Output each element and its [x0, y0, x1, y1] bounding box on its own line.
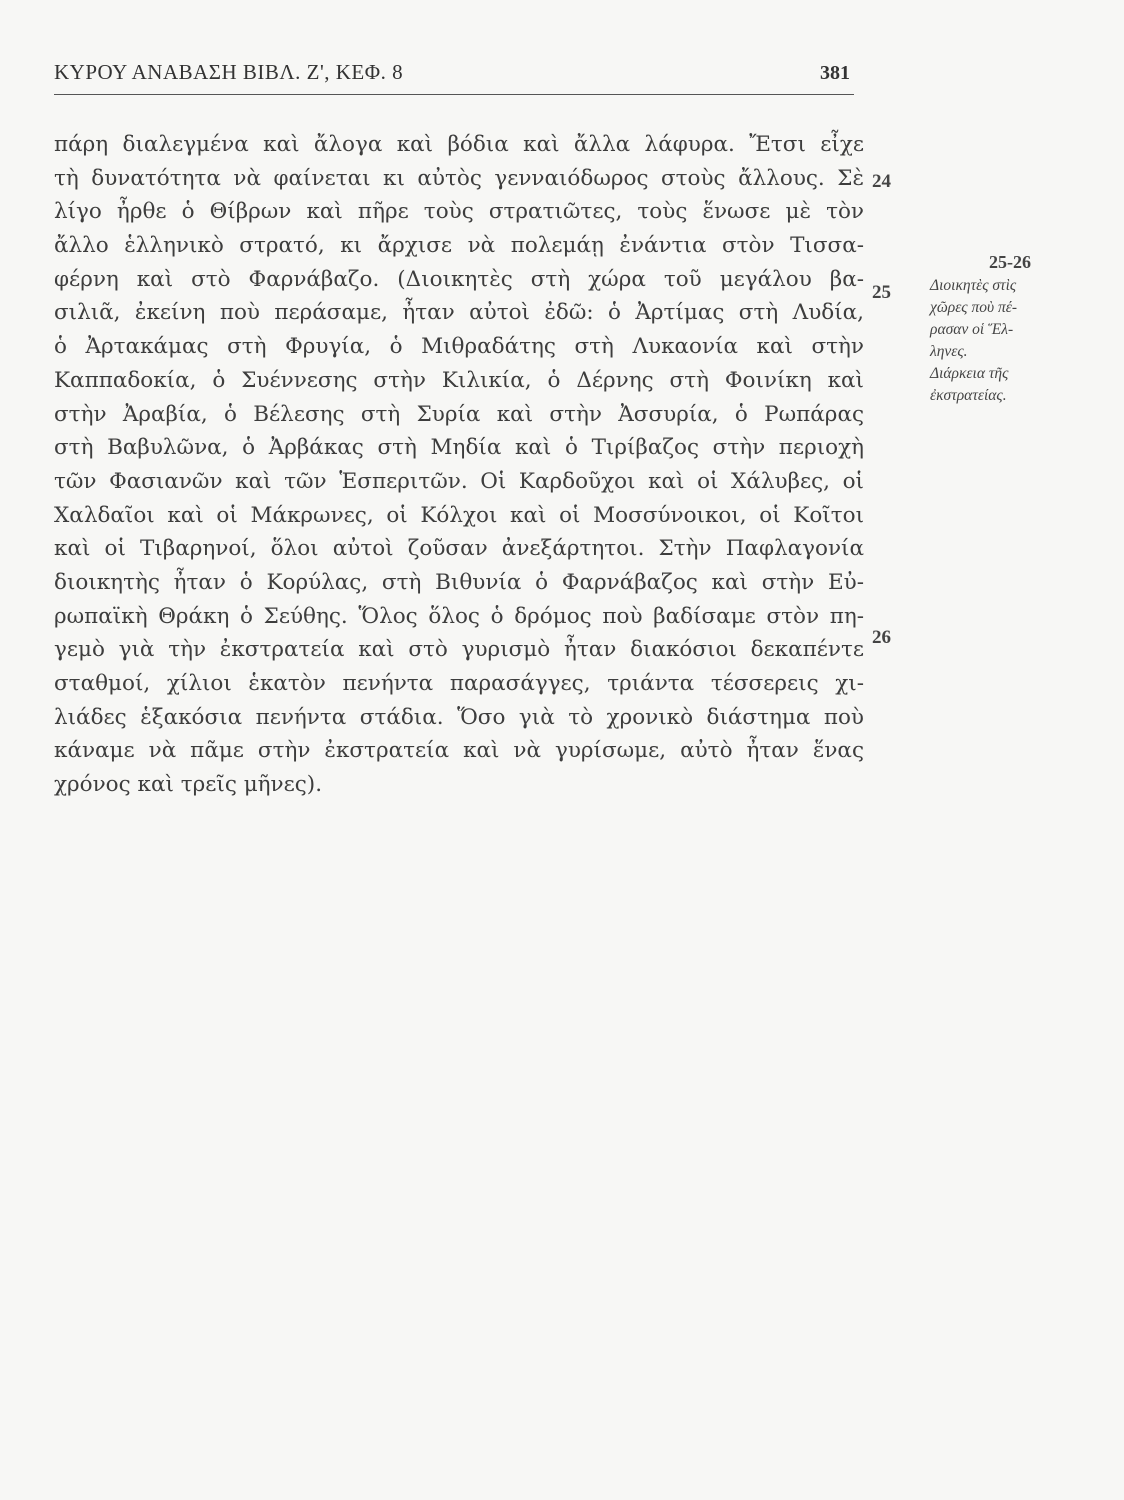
- text-line: γεμὸ γιὰ τὴν ἐκστρατεία καὶ στὸ γυρισμὸ ἦταν διακόσιοι δεκαπέντε: [54, 637, 864, 663]
- text-line: φέρνη καὶ στὸ Φαρνάβαζο. (Διοικητὲς στὴ χώρα τοῦ μεγάλου βα-: [54, 266, 864, 292]
- page-header: [54, 60, 854, 95]
- text-line: τῶν Φασιανῶν καὶ τῶν Ἑσπεριτῶν. Οἱ Καρδοῦχοι καὶ οἱ Χάλυβες, οἱ: [54, 468, 864, 494]
- page-number: 381: [820, 62, 850, 84]
- section-number-26: 26: [872, 627, 891, 648]
- text-line: ὁ Ἀρτακάμας στὴ Φρυγία, ὁ Μιθραδάτης στὴ Λυκαονία καὶ στὴν: [54, 334, 864, 360]
- text-line: λιάδες ἑξακόσια πενήντα στάδια. Ὅσο γιὰ τὸ χρονικὸ διάστημα ποὺ: [54, 704, 864, 730]
- text-line: καὶ οἱ Τιβαρηνοί, ὅλοι αὐτοὶ ζοῦσαν ἀνεξάρτητοι. Στὴν Παφλαγονία: [54, 536, 864, 562]
- text-line: τὴ δυνατότητα νὰ φαίνεται κι αὐτὸς γενναιόδωρος στοὺς ἄλλους. Σὲ: [54, 165, 864, 191]
- running-head: ΚΥΡΟΥ ΑΝΑΒΑΣΗ ΒΙΒΛ. Ζ', ΚΕΦ. 8: [54, 60, 404, 84]
- section-number-25: 25: [872, 282, 891, 303]
- margin-note: [930, 252, 1080, 407]
- text-line: ρωπαϊκὴ Θράκη ὁ Σεύθης. Ὅλος ὅλος ὁ δρόμος ποὺ βαδίσαμε στὸν πη-: [54, 603, 864, 629]
- margin-note-line: ἐκστρατείας.: [930, 387, 1007, 404]
- section-number-24: 24: [872, 171, 891, 192]
- margin-note-line: χῶρες ποὺ πέ-: [930, 299, 1018, 316]
- margin-note-line: ρασαν οἱ Ἕλ-: [930, 321, 1014, 338]
- text-line: στὴ Βαβυλῶνα, ὁ Ἀρβάκας στὴ Μηδία καὶ ὁ Τιρίβαζος στὴν περιοχὴ: [54, 435, 864, 461]
- text-line: σταθμοί, χίλιοι ἑκατὸν πενήντα παρασάγγες, τριάντα τέσσερεις χι-: [54, 671, 864, 696]
- text-line: σιλιᾶ, ἐκείνη ποὺ περάσαμε, ἦταν αὐτοὶ ἐδῶ: ὁ Ἀρτίμας στὴ Λυδία,: [54, 300, 864, 326]
- text-line: λίγο ἦρθε ὁ Θίβρων καὶ πῆρε τοὺς στρατιῶτες, τοὺς ἕνωσε μὲ τὸν: [54, 199, 864, 225]
- margin-note-line: ληνες.: [930, 343, 968, 360]
- text-line: Καππαδοκία, ὁ Συέννεσης στὴν Κιλικία, ὁ Δέρνης στὴ Φοινίκη καὶ: [54, 367, 864, 393]
- text-line: πάρη διαλεγμένα καὶ ἄλογα καὶ βόδια καὶ ἄλλα λάφυρα. Ἔτσι εἶχε: [54, 132, 864, 157]
- text-line: ἄλλο ἑλληνικὸ στρατό, κι ἄρχισε νὰ πολεμάῃ ἐνάντια στὸν Τισσα-: [54, 233, 864, 259]
- body-text: [54, 128, 864, 802]
- text-line: Χαλδαῖοι καὶ οἱ Μάκρωνες, οἱ Κόλχοι καὶ οἱ Μοσσύνοικοι, οἱ Κοῖτοι: [54, 502, 864, 528]
- text-line: κάναμε νὰ πᾶμε στὴν ἐκστρατεία καὶ νὰ γυρίσωμε, αὐτὸ ἦταν ἕνας: [54, 738, 864, 764]
- text-line-last: χρόνος καὶ τρεῖς μῆνες).: [54, 772, 323, 798]
- margin-note-line: Διάρκεια τῆς: [930, 365, 1009, 382]
- text-line: διοικητὴς ἦταν ὁ Κορύλας, στὴ Βιθυνία ὁ Φαρνάβαζος καὶ στὴν Εὐ-: [54, 569, 864, 595]
- margin-note-line: Διοικητὲς στὶς: [930, 277, 1017, 294]
- text-line: στὴν Ἀραβία, ὁ Βέλεσης στὴ Συρία καὶ στὴν Ἀσσυρία, ὁ Ρωπάρας: [54, 401, 864, 427]
- margin-note-range: 25-26: [989, 252, 1031, 272]
